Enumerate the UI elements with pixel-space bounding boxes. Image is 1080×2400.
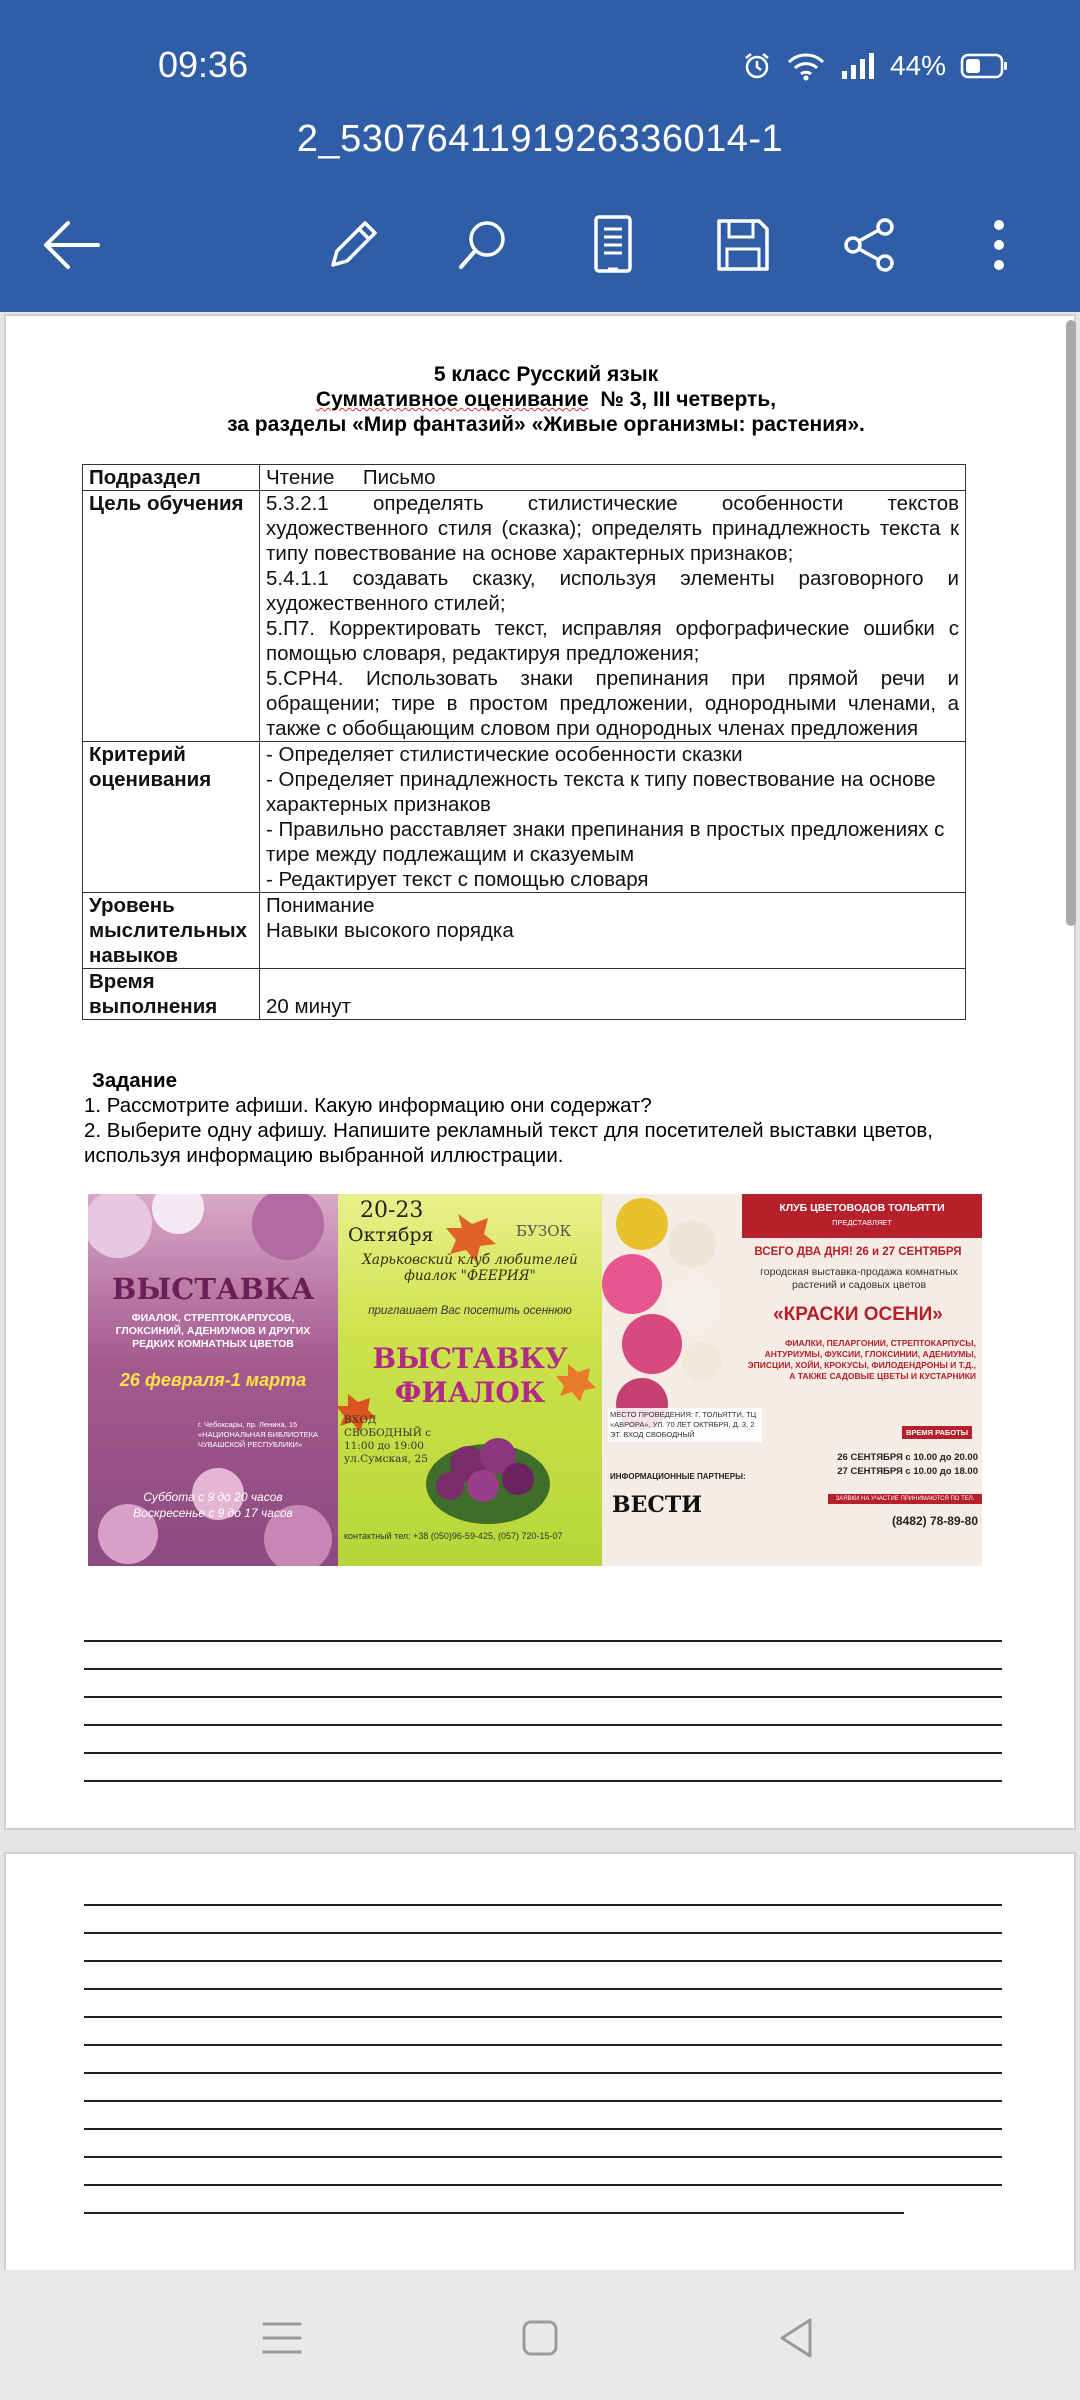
document-page-2[interactable]: [4, 1852, 1076, 2272]
home-square-icon[interactable]: [510, 2308, 570, 2368]
poster3-hours-1: 26 СЕНТЯБРЯ с 10.00 до 20.00: [837, 1452, 978, 1463]
poster3-partners: ИНФОРМАЦИОННЫЕ ПАРТНЕРЫ:: [610, 1472, 746, 1481]
answer-line[interactable]: [84, 1614, 1002, 1642]
poster3-headline: ВСЕГО ДВА ДНЯ! 26 и 27 СЕНТЯБРЯ: [754, 1246, 962, 1258]
poster-violets-kharkiv: [338, 1194, 602, 1566]
task-section: [84, 1068, 1014, 1168]
poster1-hours-2: Воскресенье с 9 до 17 часов: [133, 1506, 293, 1520]
answer-line[interactable]: [84, 1698, 1002, 1726]
table-row: [83, 742, 966, 893]
table-value: 5.3.2.1 определять стилистические особенности текстов художественного стиля (сказка); определять принадлежность текста к типу повествование на основе характерных признаков; 5.4.1.1 создавать сказку, используя элементы разговорного и художественного стилей; 5.П7. Корректировать текст, исправляя орфографические ошибки с помощью словаря, редактируя предложения; 5.СРН4. Использовать знаки препинания при прямой речи и обращении; тире в простом предложении, однородными членами, а также с обобщающим словом при однородных членах предложения: [260, 491, 966, 742]
answer-line[interactable]: [84, 1934, 1002, 1962]
poster3-title: «КРАСКИ ОСЕНИ»: [773, 1304, 943, 1325]
table-key: Цель обучения: [83, 491, 260, 742]
table-row: [83, 491, 966, 742]
document-title: 2_5307641191926336014-1: [296, 118, 784, 160]
status-time: 09:36: [158, 44, 249, 85]
navigation-bar: [0, 2270, 1080, 2400]
poster2-contact: контактный тел: +38 (050)96-59-425, (057) 720-15-07: [344, 1531, 563, 1541]
table-value: 20 минут: [260, 969, 966, 1020]
table-key: Время выполнения: [83, 969, 260, 1020]
answer-line[interactable]: [84, 1670, 1002, 1698]
answer-lines: [84, 1878, 1002, 2214]
toolbar: [0, 200, 1080, 290]
battery-icon: [960, 52, 1008, 80]
pencil-icon[interactable]: [318, 210, 388, 280]
answer-line[interactable]: [84, 1726, 1002, 1754]
heading-line-2: [6, 387, 1080, 412]
answer-line[interactable]: [84, 1642, 1002, 1670]
poster1-address: г. Чебоксары, пр. Ленина, 15 «НАЦИОНАЛЬНАЯ БИБЛИОТЕКА ЧУВАШСКОЙ РЕСПУБЛИКИ»: [198, 1420, 319, 1449]
task-item-2: 2. Выберите одну афишу. Напишите рекламный текст для посетителей выставки цветов, используя информацию выбранной иллюстрации.: [84, 1119, 933, 1167]
heading-line-1: 5 класс Русский язык: [433, 363, 659, 386]
table-key: Уровень мыслительных навыков: [83, 893, 260, 969]
menu-icon[interactable]: [252, 2308, 312, 2368]
table-value: Чтение Письмо: [260, 465, 966, 491]
poster3-subtitle: городская выставка-продажа комнатных растений и садовых цветов: [760, 1266, 958, 1291]
answer-lines: [84, 1614, 1002, 1782]
poster3-partner-1: ВЕСТИ: [612, 1492, 703, 1518]
answer-line[interactable]: [84, 2018, 1002, 2046]
heading-underlined: Суммативное оценивание: [315, 388, 589, 411]
poster3-apply: ЗАЯВКИ НА УЧАСТИЕ ПРИНИМАЮТСЯ ПО ТЕЛ.: [828, 1494, 982, 1504]
app-bar: [0, 0, 1080, 312]
poster2-club: Харьковский клуб любителей фиалок "ФЕЕРИЯ": [362, 1252, 578, 1284]
answer-line[interactable]: [84, 1962, 1002, 1990]
poster2-dates: 20-23: [360, 1198, 424, 1223]
table-row: [83, 893, 966, 969]
battery-percent: 44%: [889, 50, 946, 81]
posters-image: [88, 1194, 988, 1566]
poster1-subtitle: ФИАЛОК, СТРЕПТОКАРПУСОВ, ГЛОКСИНИЙ, АДЕНИУМОВ И ДРУГИХ РЕДКИХ КОМНАТНЫХ ЦВЕТОВ: [115, 1312, 311, 1350]
poster2-brand: БУЗОК: [516, 1222, 572, 1240]
document-page-1[interactable]: [4, 314, 1076, 1830]
answer-line[interactable]: [84, 1990, 1002, 2018]
status-icons: [742, 50, 1008, 82]
share-icon[interactable]: [834, 210, 904, 280]
poster3-header-band: [742, 1194, 982, 1238]
poster3-club: КЛУБ ЦВЕТОВОДОВ ТОЛЬЯТТИ: [779, 1202, 945, 1214]
back-triangle-icon[interactable]: [766, 2308, 826, 2368]
poster2-title-2: ФИАЛОК: [394, 1376, 546, 1409]
poster3-place: МЕСТО ПРОВЕДЕНИЯ: Г. ТОЛЬЯТТИ, ТЦ «АВРОРА», УЛ. 70 ЛЕТ ОКТЯБРЯ, Д. 3, 2 ЭТ. ВХОД СВОБОДНЫЙ: [608, 1408, 762, 1442]
answer-line[interactable]: [84, 2102, 1002, 2130]
poster3-hours-2: 27 СЕНТЯБРЯ с 10.00 до 18.00: [837, 1466, 978, 1477]
answer-line[interactable]: [84, 1906, 1002, 1934]
poster2-title-1: ВЫСТАВКУ: [372, 1342, 568, 1375]
table-row: [83, 969, 966, 1020]
more-vert-icon[interactable]: [964, 210, 1034, 280]
poster3-presents: ПРЕДСТАВЛЯЕТ: [832, 1218, 892, 1227]
poster2-month: Октября: [348, 1224, 434, 1246]
answer-line[interactable]: [84, 2186, 904, 2214]
back-arrow-icon[interactable]: [36, 210, 106, 280]
scrollbar[interactable]: [1066, 320, 1076, 926]
wifi-icon: [786, 51, 826, 81]
poster1-hours-1: Суббота с 9 до 20 часов: [143, 1490, 283, 1504]
task-title: Задание: [92, 1069, 178, 1092]
answer-line[interactable]: [84, 1878, 1002, 1906]
poster2-invite: приглашает Вас посетить осеннюю: [368, 1305, 572, 1317]
poster2-entry: ВХОД СВОБОДНЫЙ с 11:00 до 19:00 ул.Сумская, 25: [344, 1414, 432, 1465]
table-key: Критерий оценивания: [83, 742, 260, 893]
answer-line[interactable]: [84, 2046, 1002, 2074]
reading-mode-icon[interactable]: [578, 210, 648, 280]
save-icon[interactable]: [708, 210, 778, 280]
assessment-table: [82, 464, 966, 1020]
signal-icon: [840, 51, 876, 81]
heading-line-3: за разделы «Мир фантазий» «Живые организмы: растения».: [227, 413, 865, 436]
answer-line[interactable]: [84, 1754, 1002, 1782]
table-row: [83, 465, 966, 491]
poster3-phone: (8482) 78-89-80: [891, 1514, 978, 1528]
heading-line-2-rest: № 3, III четверть,: [588, 388, 777, 411]
search-icon[interactable]: [448, 210, 518, 280]
task-item-1: 1. Рассмотрите афиши. Какую информацию они содержат?: [84, 1094, 652, 1117]
poster3-hours-label: ВРЕМЯ РАБОТЫ: [902, 1426, 972, 1439]
poster-violets-cheboksary: [88, 1194, 338, 1566]
answer-line[interactable]: [84, 2074, 1002, 2102]
poster1-title: ВЫСТАВКА: [111, 1272, 315, 1306]
table-value: Понимание Навыки высокого порядка: [260, 893, 966, 969]
answer-line[interactable]: [84, 2130, 1002, 2158]
poster-kraski-oseni: [602, 1194, 982, 1566]
table-value: - Определяет стилистические особенности сказки - Определяет принадлежность текста к типу повествование на основе характерных признаков - Правильно расставляет знаки препинания в простых предложениях с тире между подлежащим и сказуемым - Редактирует текст с помощью словаря: [260, 742, 966, 893]
poster3-list: ФИАЛКИ, ПЕЛАРГОНИИ, СТРЕПТОКАРПУСЫ, АНТУРИУМЫ, ФУКСИИ, ГЛОКСИНИИ, АДЕНИУМЫ, ЭПИСЦИИ, ХОЙИ, КРОКУСЫ, ФИЛОДЕНДРОНЫ И Т.Д., А ТАКЖЕ САДОВЫЕ ЦВЕТЫ И КУСТАРНИКИ: [747, 1338, 976, 1381]
alarm-icon: [742, 51, 772, 81]
poster1-dates: 26 февраля-1 марта: [119, 1370, 307, 1390]
table-key: Подраздел: [83, 465, 260, 491]
document-heading: [6, 362, 1080, 437]
answer-line[interactable]: [84, 2158, 1002, 2186]
